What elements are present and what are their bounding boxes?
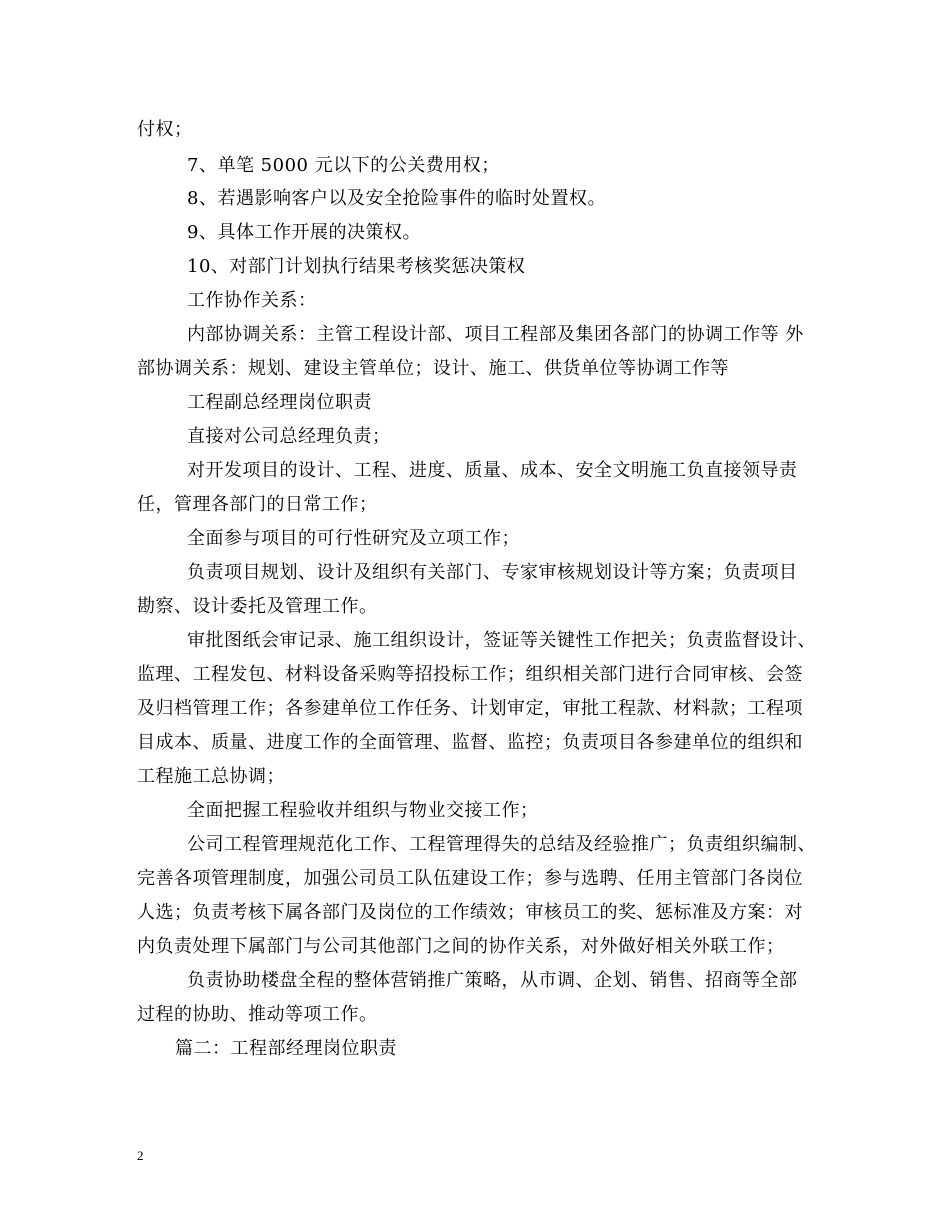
text-line: 全面参与项目的可行性研究及立项工作； <box>187 528 520 549</box>
text-line: 完善各项管理制度，加强公司员工队伍建设工作；参与选聘、任用主管部门各岗位 <box>137 868 803 889</box>
text-line: 10、对部门计划执行结果考核奖惩决策权 <box>187 256 526 277</box>
text-line: 9、具体工作开展的决策权。 <box>187 222 421 243</box>
section-heading: 篇二：工程部经理岗位职责 <box>175 1038 397 1059</box>
text-line: 监理、工程发包、材料设备采购等招投标工作；组织相关部门进行合同审核、会签 <box>137 664 803 685</box>
section-heading: 工程副总经理岗位职责 <box>187 392 372 413</box>
text-line: 负责协助楼盘全程的整体营销推广策略，从市调、企划、销售、招商等全部 <box>187 970 798 991</box>
text-line: 8、若遇影响客户以及安全抢险事件的临时处置权。 <box>187 188 606 209</box>
text-line: 目成本、质量、进度工作的全面管理、监督、监控；负责项目各参建单位的组织和 <box>137 732 803 753</box>
text-line: 人选；负责考核下属各部门及岗位的工作绩效；审核员工的奖、惩标准及方案：对 <box>137 902 803 923</box>
text-line: 付权； <box>137 119 193 140</box>
text-line: 任，管理各部门的日常工作； <box>137 494 378 515</box>
page-number: 2 <box>137 1148 144 1163</box>
text-line: 及归档管理工作；各参建单位工作任务、计划审定，审批工程款、材料款；工程项 <box>137 698 803 719</box>
text-line: 对开发项目的设计、工程、进度、质量、成本、安全文明施工负直接领导责 <box>187 460 798 481</box>
text-line: 工程施工总协调； <box>137 766 285 787</box>
text-line: 部协调关系：规划、建设主管单位；设计、施工、供货单位等协调工作等 <box>137 358 729 379</box>
text-line: 过程的协助、推动等项工作。 <box>137 1004 378 1025</box>
text-line: 审批图纸会审记录、施工组织设计，签证等关键性工作把关；负责监督设计、 <box>187 630 816 651</box>
text-line: 内部协调关系：主管工程设计部、项目工程部及集团各部门的协调工作等 外 <box>187 324 804 345</box>
text-line: 7、单笔 5000 元以下的公关费用权； <box>187 155 500 176</box>
text-line: 勘察、设计委托及管理工作。 <box>137 596 378 617</box>
text-line: 负责项目规划、设计及组织有关部门、专家审核规划设计等方案；负责项目 <box>187 562 798 583</box>
section-heading: 工作协作关系： <box>187 290 317 311</box>
text-line: 直接对公司总经理负责； <box>187 426 391 447</box>
text-line: 公司工程管理规范化工作、工程管理得失的总结及经验推广；负责组织编制、 <box>187 834 816 855</box>
text-line: 全面把握工程验收并组织与物业交接工作； <box>187 800 539 821</box>
text-line: 内负责处理下属部门与公司其他部门之间的协作关系，对外做好相关外联工作； <box>137 936 785 957</box>
